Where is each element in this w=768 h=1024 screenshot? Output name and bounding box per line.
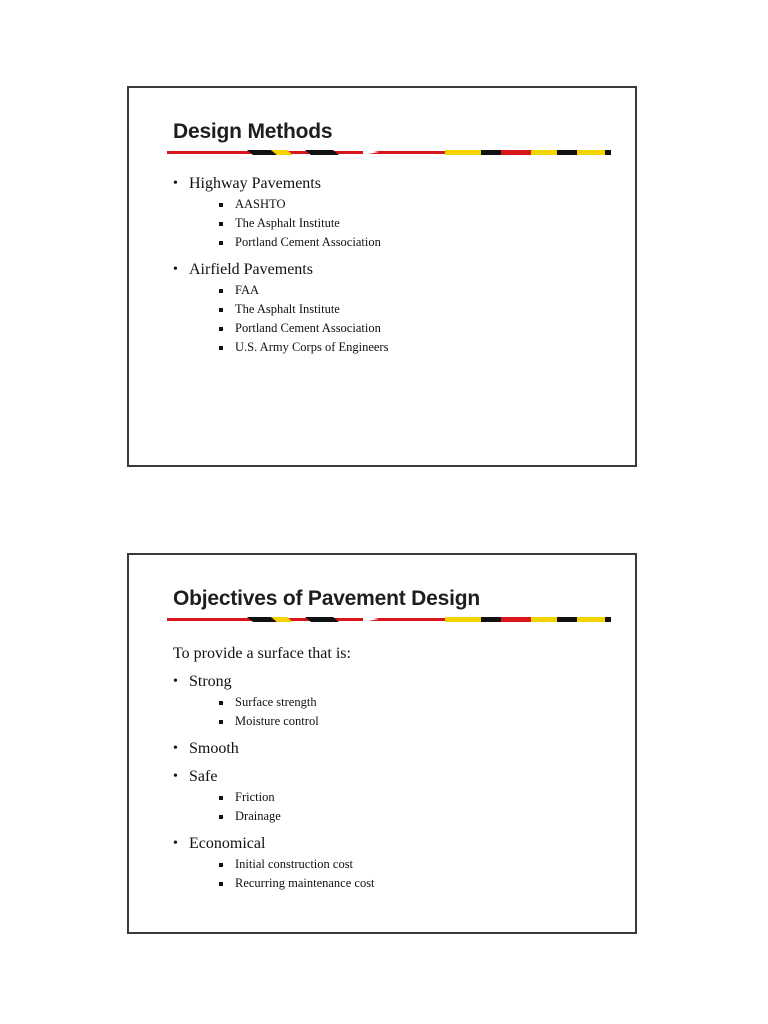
sub-bullet-list	[189, 788, 375, 826]
sub-bullet: Initial construction cost	[219, 855, 375, 874]
divider-black-seg	[305, 150, 339, 155]
bullet-airfield-pavements	[173, 260, 388, 357]
divider-yellow-seg	[531, 617, 557, 622]
divider-black-seg	[481, 617, 501, 622]
bullet-strong	[173, 672, 375, 731]
bullet-economical	[173, 834, 375, 893]
divider-white-seg	[363, 616, 379, 622]
bullet-label: Highway Pavements	[189, 175, 321, 192]
sub-bullet-list	[189, 281, 388, 357]
sub-bullet: AASHTO	[219, 195, 388, 214]
divider-red-seg	[501, 150, 531, 155]
divider-black-seg	[605, 617, 611, 622]
divider-black-seg	[481, 150, 501, 155]
sub-bullet: Recurring maintenance cost	[219, 874, 375, 893]
slide-body	[173, 174, 388, 357]
divider-red-seg	[501, 617, 531, 622]
divider-yellow-seg	[577, 150, 605, 155]
divider-black-seg	[557, 150, 577, 155]
sub-bullet: The Asphalt Institute	[219, 300, 388, 319]
bullet-list	[173, 174, 388, 357]
title-divider-bar	[167, 148, 611, 156]
divider-black-seg	[305, 617, 339, 622]
sub-bullet-list	[189, 693, 375, 731]
sub-bullet: Friction	[219, 788, 375, 807]
bullet-label: Strong	[189, 673, 232, 690]
divider-yellow-seg	[445, 150, 481, 155]
sub-bullet: The Asphalt Institute	[219, 214, 388, 233]
bullet-highway-pavements	[173, 174, 388, 252]
bullet-safe	[173, 767, 375, 826]
bullet-label: Smooth	[189, 740, 239, 757]
slide-body	[173, 645, 375, 893]
bullet-label: Safe	[189, 768, 218, 785]
divider-yellow-seg	[531, 150, 557, 155]
slide-objectives-of-pavement-design	[127, 553, 637, 934]
sub-bullet: Portland Cement Association	[219, 233, 388, 252]
sub-bullet: Surface strength	[219, 693, 375, 712]
sub-bullet: Drainage	[219, 807, 375, 826]
sub-bullet-list	[189, 195, 388, 252]
divider-yellow-seg	[577, 617, 605, 622]
slide-title: Design Methods	[173, 120, 333, 143]
divider-black-seg	[557, 617, 577, 622]
divider-black-seg	[605, 150, 611, 155]
sub-bullet: Portland Cement Association	[219, 319, 388, 338]
bullet-list	[173, 672, 375, 893]
sub-bullet: FAA	[219, 281, 388, 300]
sub-bullet: U.S. Army Corps of Engineers	[219, 338, 388, 357]
sub-bullet: Moisture control	[219, 712, 375, 731]
title-divider-bar	[167, 615, 611, 623]
divider-white-seg	[363, 149, 379, 155]
slide-design-methods	[127, 86, 637, 467]
divider-yellow-seg	[445, 617, 481, 622]
bullet-smooth	[173, 739, 375, 759]
sub-bullet-list	[189, 855, 375, 893]
slide-title: Objectives of Pavement Design	[173, 587, 480, 610]
intro-text: To provide a surface that is:	[173, 645, 351, 662]
bullet-label: Economical	[189, 835, 266, 852]
bullet-label: Airfield Pavements	[189, 261, 313, 278]
